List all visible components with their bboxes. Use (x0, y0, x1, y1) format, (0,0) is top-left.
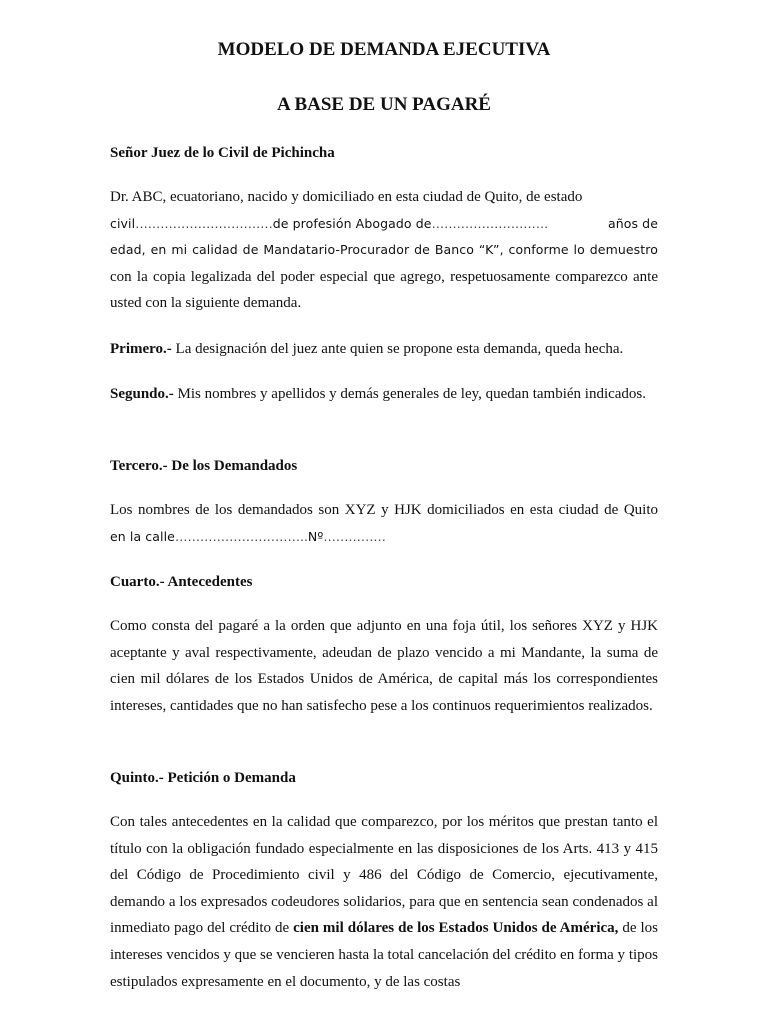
segundo-paragraph (110, 381, 658, 408)
intro-line-5: usted con la siguiente demanda. (110, 295, 302, 312)
quinto-text-a: Con tales antecedentes en la calidad que comparezco, por los méritos que prestan tanto el título con la obligación fundado especialmente en las disposiciones de los Arts. 413 y 415 del Código de Procedimiento civil y 486 del Código de Comercio, ejecutivamente, demando a los expresados codeudores solidarios, para que en sentencia sean condenados al inmediato pago del crédito de (110, 814, 658, 937)
civil-blank: …………………………… (135, 215, 273, 231)
tercero-line-2 (110, 524, 658, 551)
number-label: Nº (307, 528, 324, 544)
quinto-amount: cien mil dólares de los Estados Unidos de América, (293, 920, 619, 937)
tercero-heading: Tercero.- De los Demandados (110, 458, 298, 474)
intro-line-2-segment (110, 211, 548, 238)
intro-line-4: con la copia legalizada del poder especial que agrego, respetuosamente comparezco ante (110, 268, 658, 285)
quinto-paragraph (110, 809, 658, 995)
cuarto-heading: Cuarto.- Antecedentes (110, 574, 253, 590)
document-title: MODELO DE DEMANDA EJECUTIVA (217, 39, 551, 60)
age-label: años de (607, 215, 658, 231)
quinto-text-b: de los intereses vencidos y que se vencieren hasta la total cancelación del crédito en forma y tipos estipulados expresamente en el documento, y de las costas (110, 920, 658, 990)
intro-line-1 (110, 184, 658, 211)
intro-line-2 (110, 211, 658, 238)
segundo-text: Mis nombres y apellidos y demás generales de ley, quedan también indicados. (173, 386, 647, 402)
primero-paragraph (110, 336, 658, 363)
civil-label: civil (110, 215, 136, 231)
cuarto-paragraph: Como consta del pagaré a la orden que adjunto en una foja útil, los señores XYZ y HJK aceptante y aval respectivamente, adeudan de plazo vencido a mi Mandante, la suma de cien mil dólares de los Estados Unidos de América, de capital más los correspondientes intereses, cantidades que no han satisfecho pese a los continuos requerimientos realizados. (110, 618, 658, 714)
number-blank: …………… (323, 528, 386, 544)
street-blank: ………………………….. (174, 528, 308, 544)
tercero-paragraph (110, 497, 658, 550)
profession-label: de profesión Abogado de (272, 215, 432, 231)
primero-label: Primero.- (110, 341, 172, 357)
quinto-heading: Quinto.- Petición o Demanda (110, 770, 296, 786)
street-label: en la calle (110, 528, 175, 544)
intro-line-3: edad, en mi calidad de Mandatario-Procurador de Banco “K”, conforme lo demuestro (110, 242, 658, 258)
document-subtitle: A BASE DE UN PAGARÉ (277, 94, 491, 115)
intro-paragraph (110, 184, 658, 317)
segundo-label: Segundo.- (110, 386, 174, 402)
profession-blank: ………………………. (431, 215, 549, 231)
intro-line-1-text: Dr. ABC, ecuatoriano, nacido y domiciliado en esta ciudad de Quito, de estado (110, 189, 583, 205)
addressee: Señor Juez de lo Civil de Pichincha (110, 145, 335, 161)
primero-text: La designación del juez ante quien se propone esta demanda, queda hecha. (171, 341, 624, 357)
tercero-line-1: Los nombres de los demandados son XYZ y HJK domiciliados en esta ciudad de Quito (110, 502, 658, 518)
